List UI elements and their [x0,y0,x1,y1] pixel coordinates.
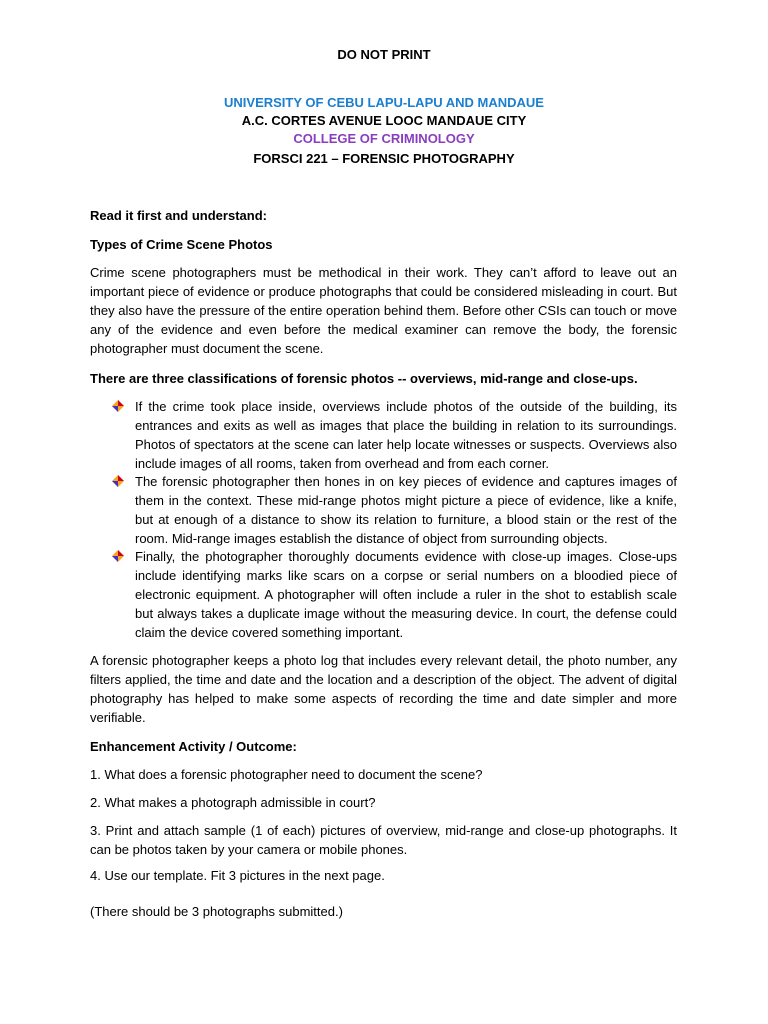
college-name: COLLEGE OF CRIMINOLOGY [293,131,475,146]
classifications-heading: There are three classifications of forensic photos -- overviews, mid-range and close-ups. [90,371,638,386]
course-title: FORSCI 221 – FORENSIC PHOTOGRAPHY [253,151,515,166]
intro-paragraph: Crime scene photographers must be methodical in their work. They can’t afford to leave out an important piece of evidence or produce photographs that could be considered misleading in court. But they also have the pressure of the entire operation behind them. Before other CSIs can touch or move any of the evidence and even before the medical examiner can remove the body, the forensic photographer must document the scene. [90,265,677,356]
colored-diamond-bullet-icon [112,550,124,562]
university-name: UNIVERSITY OF CEBU LAPU-LAPU AND MANDAUE [224,95,544,110]
section-title: Types of Crime Scene Photos [90,237,273,252]
bullet-text: Finally, the photographer thoroughly documents evidence with close-up images. Close-ups include identifying marks like scars on a corpse or serial numbers on a bloodied piece of electronic equipment. A photographer will often include a ruler in the shot to establish scale but always takes a duplicate image without the measuring device. In court, the defense could claim the device covered something important. [135,549,677,640]
bullet-text: If the crime took place inside, overviews include photos of the outside of the building, its entrances and exits as well as images that place the building in relation to its surroundings. Photos of spectators at the scene can later help locate witnesses or suspects. Overviews also include images of all rooms, taken from overhead and from each corner. [135,399,677,471]
photo-log-paragraph: A forensic photographer keeps a photo log that includes every relevant detail, the photo number, any filters applied, the time and date and the location and a description of the object. The advent of digital photography has helped to make some aspects of recording the time and date simpler and more verifiable. [90,653,677,725]
activity-task-4: 4. Use our template. Fit 3 pictures in the next page. [90,868,385,883]
read-instruction: Read it first and understand: [90,208,267,223]
university-address: A.C. CORTES AVENUE LOOC MANDAUE CITY [241,113,527,128]
colored-diamond-bullet-icon [112,400,124,412]
activity-title: Enhancement Activity / Outcome: [90,739,297,754]
submission-note: (There should be 3 photographs submitted.) [90,904,343,919]
activity-task-3: 3. Print and attach sample (1 of each) pictures of overview, mid-range and close-up photographs. It can be photos taken by your camera or mobile phones. [90,823,677,857]
do-not-print-notice: DO NOT PRINT [337,47,431,62]
bullet-text: The forensic photographer then hones in on key pieces of evidence and captures images of them in the context. These mid-range photos might picture a piece of evidence, like a knife, but at enough of a distance to show its relation to furniture, a blood stain or the rest of the room. Mid-range images establish the distance of object from surrounding objects. [135,474,677,546]
colored-diamond-bullet-icon [112,475,124,487]
activity-question-1: 1. What does a forensic photographer need to document the scene? [90,767,483,782]
activity-question-2: 2. What makes a photograph admissible in court? [90,795,376,810]
